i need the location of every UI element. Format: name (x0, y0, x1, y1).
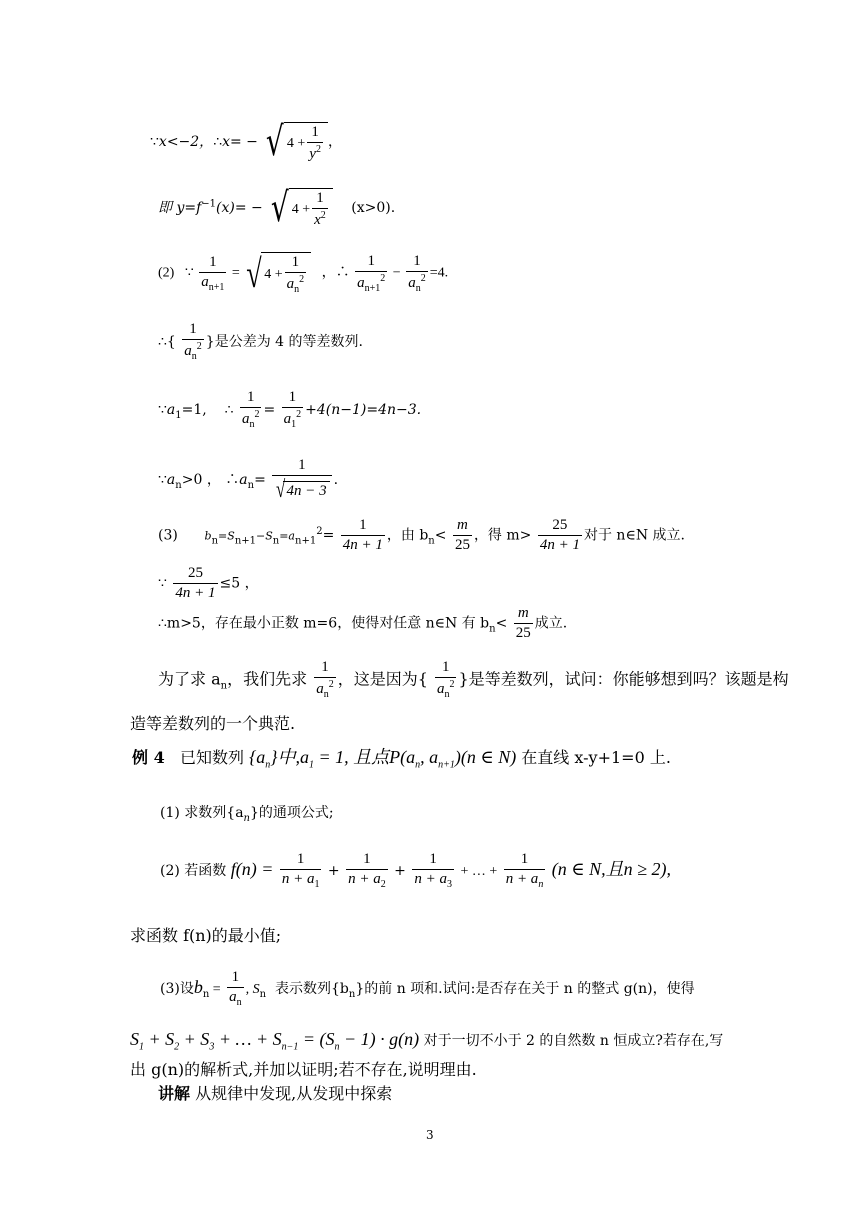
paragraph-line-2: 造等差数列的一个典范. (130, 714, 296, 733)
question-1: (1) 求数列$\{a_n\}$的通项公式; (160, 805, 334, 824)
question-2-tail: 求函数 f(n)的最小值; (130, 926, 282, 945)
line-1: ∵x<−2，∴x= − √ 4 + $\frac{1}{y^2}$ ， (150, 119, 342, 165)
line-3: (2) ∵ $\frac{1}{a_{n+1}}$ = √ 4 + $\frac{1}{a_n^2}$ ，∴ $\frac{1}{a_{n+1}^2}$ − $\frac{1}{a_n^2}$ =4. (158, 250, 449, 296)
line-9: ∴m>5，存在最小正数 m=6，使得对任意 n∈N 有 $b_n<$ $\frac{m}{25}$ 成立. (158, 605, 568, 641)
line-4: ∴{ $\frac{1}{a_n^2}$ }是公差为 4 的等差数列. (158, 321, 363, 362)
solution-line: 讲解 从规律中发现,从发现中探索 (158, 1084, 393, 1103)
question-3: (3)设$b_n$ = $\frac{1}{a_n}$ , $S_n$ 表示数列$\{b_n\}$的前 n 项和.试问:是否存在关于 n 的整式 g(n)，使得 (160, 969, 695, 1008)
line-5: $\because a_1=1$, ∴ $\frac{1}{a_n^2}$ = $\frac{1}{a_1^2}$ +4(n−1)=4n−3. (158, 389, 422, 430)
question-3-equation: $S_1 + S_2 + S_3$ + … + $S_{n-1} = (S_n - 1) \cdot g(n)$ 对于一切不小于 2 的自然数 n 恒成立?若存在,写 (130, 1029, 724, 1053)
sqrt-expression: √ 4 + $\frac{1}{y^2}$ (262, 122, 328, 162)
line-8: ∵ $\frac{25}{4n + 1}$ ≤5 ， (158, 565, 259, 601)
line-6: $\because a_n>0$ ， $\therefore a_n=$ 1 √ 4n − 3 . (158, 457, 339, 503)
line-7: (3) $b_n=S_{n+1}-S_n=a_{n+1}^2=$ $\frac{1}{4n + 1}$ ，由 $b_n<$ $\frac{m}{25}$ ，得 m> $\frac{25}{4n + 1}$ 对于 n∈N 成立. (158, 517, 685, 553)
question-2: (2) 若函数 f(n) = $\frac{1}{n + a_1}$ + $\frac{1}{n + a_2}$ + $\frac{1}{n + a_3}$ + … + $\frac{1}{n + a_n}$ (n ∈ N,且n ≥ 2), (160, 851, 671, 890)
example-4-heading: 例 4 已知数列 $\{a_n\}$中$,a_1 = 1$, 且点$P(a_n$, $a_{n+1})(n$ ∈ N) 在直线 x-y+1=0 上. (132, 747, 671, 771)
paragraph-line-1: 为了求 $a_n$，我们先求 $\frac{1}{a_n^2}$ ，这是因为{ $\frac{1}{a_n^2}$ }是等差数列，试问：你能够想到吗？该题是构 (158, 659, 789, 700)
question-3-tail: 出 g(n)的解析式,并加以证明;若不存在,说明理由. (130, 1060, 477, 1079)
line-2: 即 $y=f^{-1}(x)=$ − √ 4 + $\frac{1}{x^2}$ (x>0). (158, 185, 396, 231)
page-number: 3 (426, 1128, 434, 1142)
